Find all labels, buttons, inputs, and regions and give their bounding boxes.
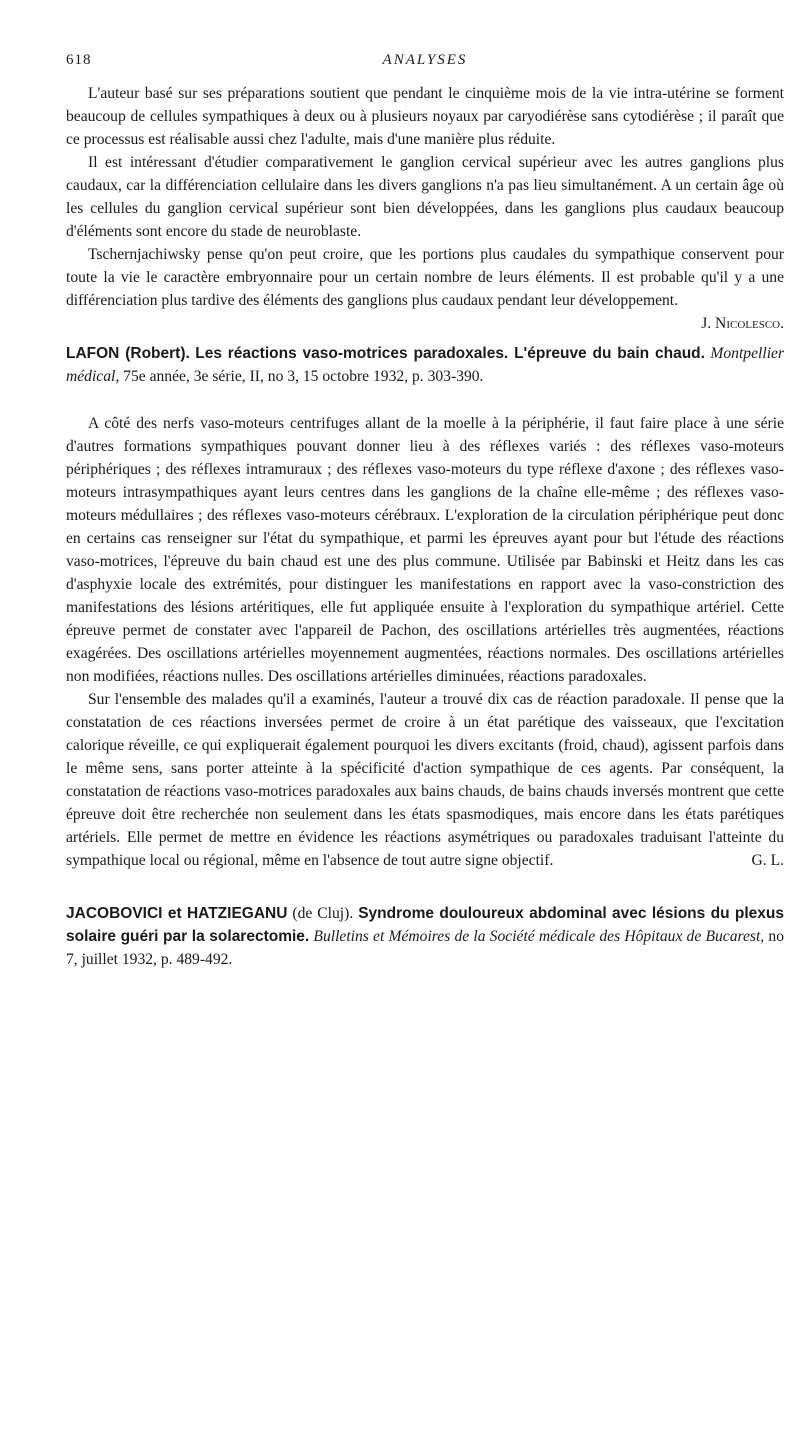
entry-authors: JACOBOVICI et HATZIEGANU <box>66 905 288 922</box>
entry-title: Les réactions vaso-motrices paradoxales. L'épreuve du bain chaud. <box>195 345 705 362</box>
previous-abstract <box>66 82 784 332</box>
reviewer-signature: G. L. <box>751 852 784 869</box>
page-number: 618 <box>66 52 92 68</box>
entry-citation: no 7, juillet 1932, p. 489-492. <box>66 928 784 968</box>
entry-heading <box>66 342 784 388</box>
reviewer-signature: J. Nicolesco. <box>701 315 784 332</box>
entry-affiliation: (de Cluj). <box>292 905 354 922</box>
abstract-entry-jacobovici <box>66 902 784 971</box>
running-title: ANALYSES <box>382 52 468 68</box>
paragraph: Il est intéressant d'étudier comparativement le ganglion cervical supérieur avec les autres ganglions plus caudaux, car la différenciation cellulaire dans les divers ganglions n'a pas lieu simultanément. A un certain âge où les cellules du ganglion cervical supérieur sont bien développées, dans les ganglions plus caudaux beaucoup d'éléments sont encore du stade de neuroblaste. <box>66 154 784 240</box>
paragraph-text: Sur l'ensemble des malades qu'il a examinés, l'auteur a trouvé dix cas de réaction paradoxale. Il pense que la constatation de ces réactions inversées permet de croire à un état parétique des vaisseaux, que l'excitation calorique réveille, ce qui expliquerait également pourquoi les divers excitants (froid, chaud), agissent parfois dans le même sens, sans porter atteinte à la spécificité d'action sympathique de ces agents. Par conséquent, la constatation de réactions vaso-motrices paradoxales aux bains chauds, de bains chauds inversés montrent que cette épreuve doit être recherchée non seulement dans les états spasmodiques, mais encore dans les états parétiques artériels. Elle permet de mettre en évidence les réactions asymétriques ou paradoxales traduisant l'atteinte du sympathique local ou régional, même en l'absence de tout autre signe objectif. <box>66 691 784 869</box>
entry-journal: Bulletins et Mémoires de la Société médicale des Hôpitaux de Bucarest, <box>313 928 765 945</box>
entry-body <box>66 412 784 872</box>
entry-authors: LAFON (Robert). <box>66 345 190 362</box>
running-header <box>66 52 784 82</box>
page <box>66 52 784 971</box>
paragraph: A côté des nerfs vaso-moteurs centrifuges allant de la moelle à la périphérie, il faut faire place à une série d'autres formations sympathiques pouvant donner lieu à des réflexes variés : des réflexes vaso-moteurs périphériques ; des réflexes intramuraux ; des réflexes vaso-moteurs du type réflexe d'axone ; des réflexes vaso-moteurs intrasympathiques ayant leurs centres dans les ganglions de la chaîne elle-même ; des réflexes vaso-moteurs médullaires ; des réflexes vaso-moteurs cérébraux. L'exploration de la circulation périphérique peut donc en certains cas renseigner sur l'état du sympathique, et parmi les épreuves ayant pour but l'étude des réactions vaso-motrices, l'épreuve du bain chaud est une des plus commune. Utilisée par Babinski et Heitz dans les cas d'asphyxie locale des extrémités, pour distinguer les manifestations en rapport avec la vaso-constriction des manifestations des lésions artéritiques, elle fut appliquée ensuite à l'exploration du sympathique artériel. Cette épreuve permet de constater avec l'appareil de Pachon, des oscillations artérielles très augmentées, réactions exagérées. Des oscillations artérielles moyennement augmentées, réactions normales. Des oscillations artérielles non modifiées, réactions nulles. Des oscillations artérielles diminuées, réactions paradoxales. <box>66 415 784 685</box>
entry-title: Syndrome douloureux abdominal avec lésions du plexus solaire guéri par la solarectomie. <box>66 905 785 945</box>
entry-citation: 75e année, 3e série, II, no 3, 15 octobre 1932, p. 303-390. <box>123 368 484 385</box>
abstract-entry-lafon <box>66 342 784 872</box>
paragraph: L'auteur basé sur ses préparations soutient que pendant le cinquième mois de la vie intra-utérine se forment beaucoup de cellules sympathiques à deux ou à plusieurs noyaux par caryodiérèse sans cytodiérèse ; il paraît que ce processus est réalisable aussi chez l'adulte, mais d'une manière plus réduite. <box>66 85 784 148</box>
paragraph <box>66 243 784 332</box>
paragraph <box>66 688 784 872</box>
paragraph-text: Tschernjachiwsky pense qu'on peut croire, que les portions plus caudales du sympathique conservent pour toute la vie le caractère embryonnaire pour un certain nombre de leurs éléments. Il est probable qu'il y a une différenciation plus tardive des éléments des ganglions plus caudaux pendant leur développement. <box>66 246 784 309</box>
entry-journal: Montpellier médical, <box>66 345 785 385</box>
entry-heading <box>66 902 784 971</box>
